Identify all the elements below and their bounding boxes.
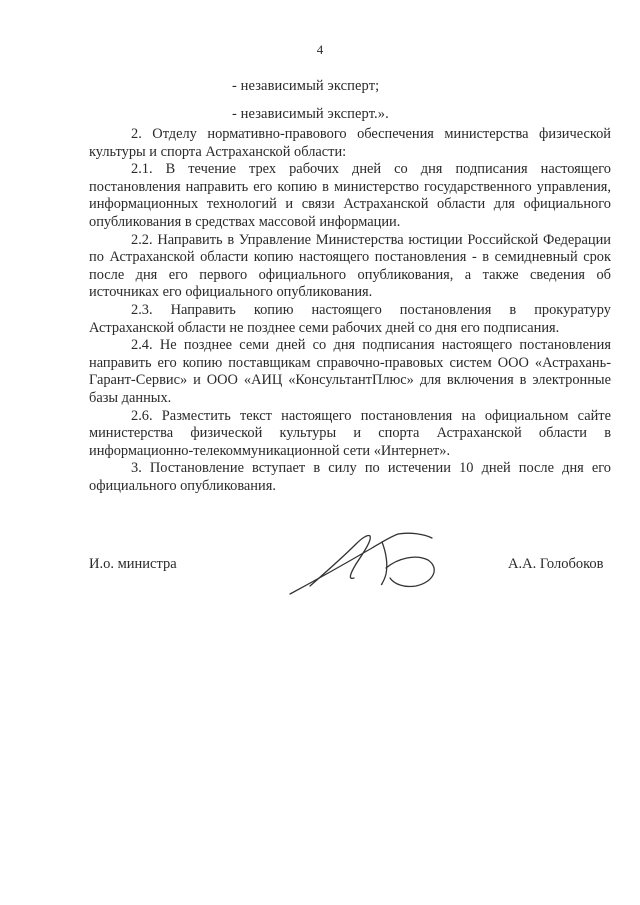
page-number: 4: [316, 42, 324, 57]
paragraph-3: 3. Постановление вступает в силу по истечении 10 дней после дня его официального опубликования.: [89, 460, 611, 494]
paragraph-2-1: 2.1. В течение трех рабочих дней со дня подписания настоящего постановления направить его копию в министерство государственного управления, информационных технологий и связи Астраханской области для официального опубликования в средствах массовой информации.: [89, 161, 611, 230]
handwritten-signature: [286, 528, 446, 600]
document-body: [89, 126, 611, 495]
paragraph-2-3: 2.3. Направить копию настоящего постановления в прокуратуру Астраханской области не позднее семи рабочих дней со дня его подписания.: [89, 301, 611, 336]
signer-name: А.А. Голобоков: [508, 556, 604, 572]
list-item-independent-expert-closing: - независимый эксперт.».: [232, 106, 389, 122]
paragraph-2-4: 2.4. Не позднее семи дней со дня подписания настоящего постановления направить его копию поставщикам справочно-правовых систем ООО «Астрахань-Гарант-Сервис» и ООО «АИЦ «КонсультантПлюс» для включения в электронные базы данных.: [89, 337, 611, 406]
paragraph-2-department: 2. Отделу нормативно-правового обеспечения министерства физической культуры и спорта Астраханской области:: [89, 126, 611, 160]
paragraph-2-2: 2.2. Направить в Управление Министерства юстиции Российской Федерации по Астраханской области копию настоящего постановления - в семидневный срок после дня его первого официального опубликования, а также сведения об источниках его официального опубликования.: [89, 231, 611, 301]
signer-position: И.о. министра: [89, 556, 177, 572]
list-item-independent-expert: - независимый эксперт;: [232, 78, 380, 94]
paragraph-2-6: 2.6. Разместить текст настоящего постановления на официальном сайте министерства физической культуры и спорта Астраханской области в информационно-телекоммуникационной сети «Интернет».: [89, 407, 611, 459]
